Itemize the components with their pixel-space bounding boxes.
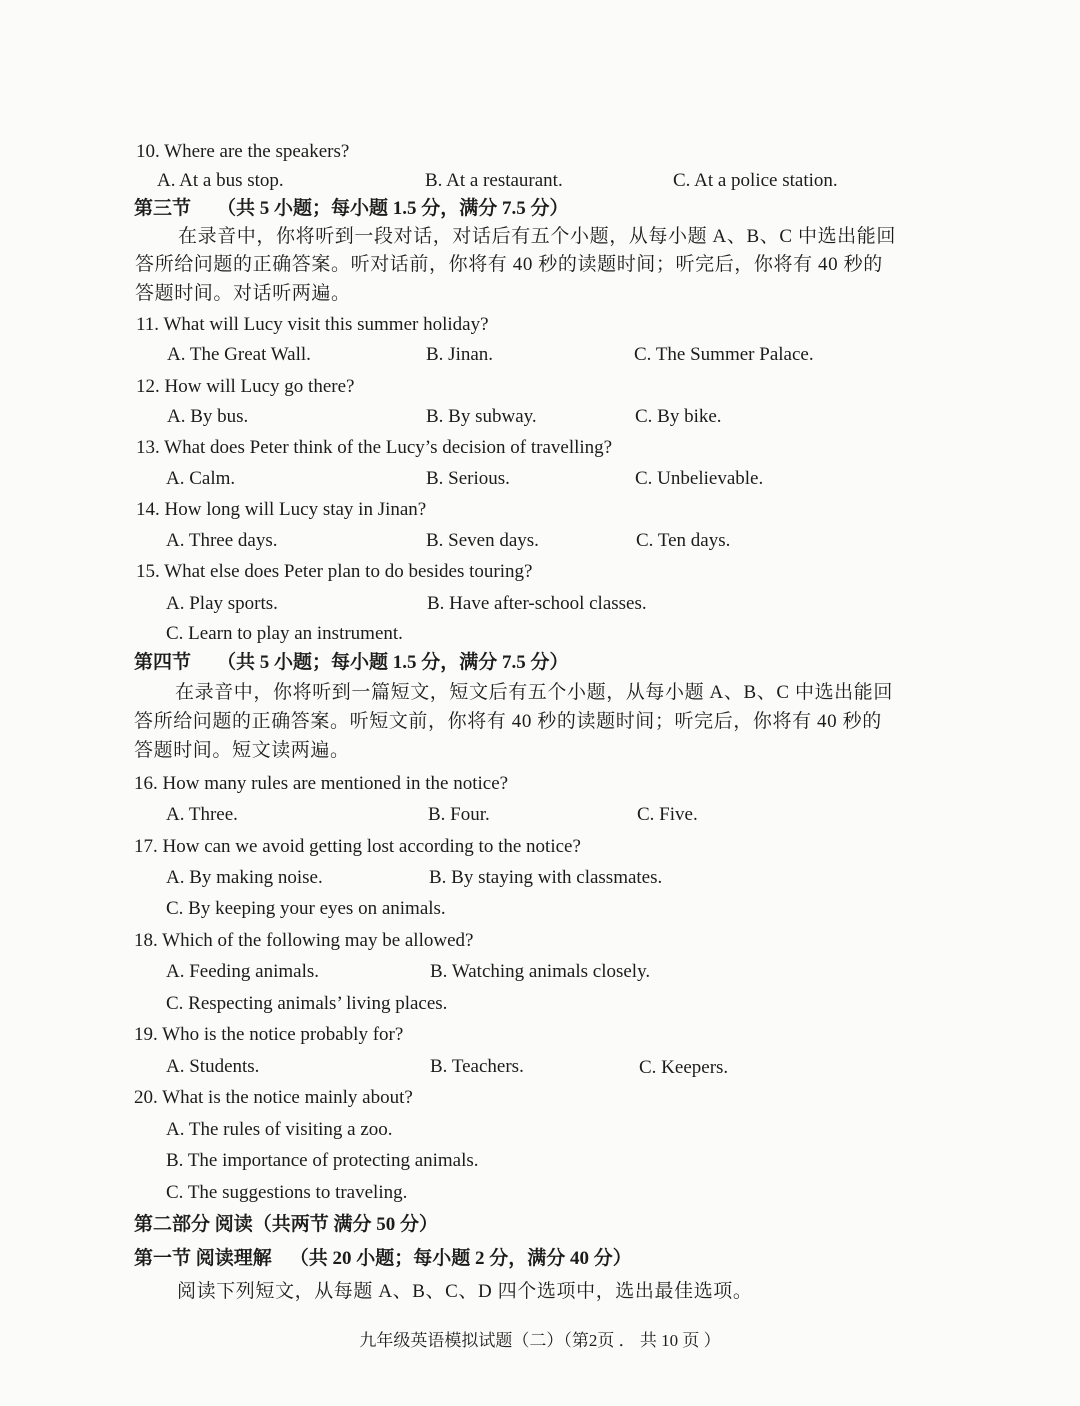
reading-section-1-title: 第一节 阅读理解 [134, 1248, 272, 1269]
question-13: 13. What does Peter think of the Lucy’s decision of travelling? [136, 437, 613, 458]
q13-option-c: C. Unbelievable. [635, 468, 764, 489]
q17-option-b: B. By staying with classmates. [429, 867, 663, 888]
reading-section-1-heading [134, 1247, 632, 1271]
q19-option-b: B. Teachers. [430, 1056, 524, 1077]
q12-option-a: A. By bus. [167, 406, 249, 427]
part-2-heading: 第二部分 阅读（共两节 满分 50 分） [134, 1214, 439, 1235]
q17-option-c: C. By keeping your eyes on animals. [166, 898, 446, 919]
q15-option-a: A. Play sports. [166, 593, 278, 614]
q18-option-c: C. Respecting animals’ living places. [166, 993, 448, 1014]
q16-option-a: A. Three. [166, 804, 238, 825]
q20-option-c: C. The suggestions to traveling. [166, 1182, 408, 1203]
section-4-instruction-1: 在录音中，你将听到一篇短文，短文后有五个小题，从每小题 A、B、C 中选出能回 [175, 682, 893, 703]
q11-option-c: C. The Summer Palace. [634, 344, 814, 365]
q20-option-a: A. The rules of visiting a zoo. [166, 1119, 393, 1140]
section-3-instruction-3: 答题时间。对话听两遍。 [135, 283, 351, 304]
question-10: 10. Where are the speakers? [136, 141, 350, 162]
section-3-title: 第三节 [134, 198, 192, 219]
q11-option-b: B. Jinan. [426, 344, 494, 365]
q14-option-b: B. Seven days. [426, 530, 539, 551]
q10-option-c: C. At a police station. [673, 170, 838, 191]
section-4-instruction-2: 答所给问题的正确答案。听短文前，你将有 40 秒的读题时间；听完后，你将有 40 秒的 [134, 711, 882, 732]
page-footer: 九年级英语模拟试题（二）（第2页 ． 共 10 页 ） [359, 1331, 721, 1350]
q18-option-a: A. Feeding animals. [166, 961, 320, 982]
q16-option-b: B. Four. [428, 804, 490, 825]
question-20: 20. What is the notice mainly about? [134, 1087, 413, 1108]
section-4-title: 第四节 [134, 652, 192, 673]
q20-option-b: B. The importance of protecting animals. [166, 1150, 479, 1171]
section-3-heading [134, 197, 569, 221]
section-4-score: （共 5 小题；每小题 1.5 分，满分 7.5 分） [217, 652, 569, 673]
q14-option-c: C. Ten days. [636, 530, 731, 551]
q18-option-b: B. Watching animals closely. [430, 961, 651, 982]
q13-option-a: A. Calm. [166, 468, 236, 489]
reading-section-1-score: （共 20 小题；每小题 2 分，满分 40 分） [289, 1248, 632, 1269]
section-3-instruction-1: 在录音中，你将听到一段对话，对话后有五个小题，从每小题 A、B、C 中选出能回 [178, 226, 896, 247]
section-4-heading [134, 651, 569, 675]
q14-option-a: A. Three days. [166, 530, 278, 551]
question-11: 11. What will Lucy visit this summer holiday? [136, 314, 489, 335]
question-17: 17. How can we avoid getting lost according to the notice? [134, 836, 581, 857]
q19-option-c: C. Keepers. [639, 1057, 729, 1078]
question-18: 18. Which of the following may be allowed? [134, 930, 474, 951]
question-19: 19. Who is the notice probably for? [134, 1024, 404, 1045]
q10-option-a: A. At a bus stop. [157, 170, 284, 191]
section-3-instruction-2: 答所给问题的正确答案。听对话前，你将有 40 秒的读题时间；听完后，你将有 40 秒的 [135, 254, 883, 275]
q12-option-b: B. By subway. [426, 406, 537, 427]
question-16: 16. How many rules are mentioned in the notice? [134, 773, 509, 794]
q10-option-b: B. At a restaurant. [425, 170, 563, 191]
q12-option-c: C. By bike. [635, 406, 722, 427]
q11-option-a: A. The Great Wall. [167, 344, 311, 365]
q13-option-b: B. Serious. [426, 468, 510, 489]
section-4-instruction-3: 答题时间。短文读两遍。 [134, 740, 350, 761]
question-15: 15. What else does Peter plan to do besides touring? [136, 561, 533, 582]
section-3-score: （共 5 小题；每小题 1.5 分，满分 7.5 分） [217, 198, 569, 219]
q17-option-a: A. By making noise. [166, 867, 323, 888]
question-14: 14. How long will Lucy stay in Jinan? [136, 499, 427, 520]
question-12: 12. How will Lucy go there? [136, 376, 355, 397]
q15-option-b: B. Have after-school classes. [427, 593, 647, 614]
reading-instruction: 阅读下列短文，从每题 A、B、C、D 四个选项中，选出最佳选项。 [177, 1281, 753, 1302]
q16-option-c: C. Five. [637, 804, 698, 825]
q15-option-c: C. Learn to play an instrument. [166, 623, 403, 644]
q19-option-a: A. Students. [166, 1056, 260, 1077]
